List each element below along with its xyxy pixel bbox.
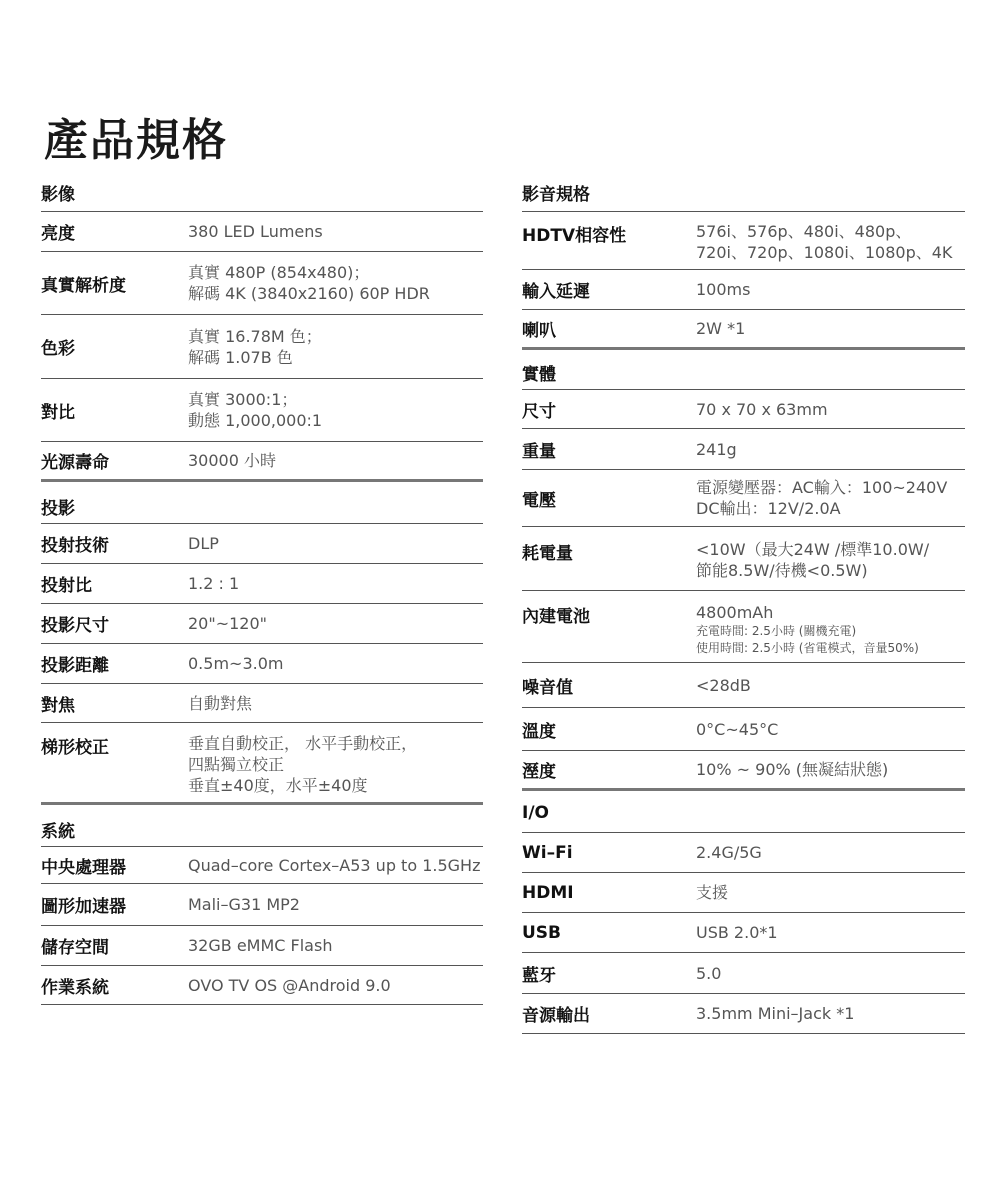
section-heading-physical: 實體: [522, 350, 965, 390]
spec-value: 70 x 70 x 63mm: [696, 399, 828, 419]
spec-row-keystone: [41, 723, 483, 805]
spec-value: Quad–core Cortex–A53 up to 1.5GHz: [188, 855, 481, 875]
page-title: 產品規格: [44, 115, 228, 166]
spec-label: USB: [522, 922, 562, 943]
spec-value: <28dB: [696, 675, 751, 695]
spec-label: 儲存空間: [41, 938, 109, 958]
spec-value: 真實 3000:1； 動態 1,000,000:1: [188, 390, 323, 430]
spec-label: 真實解析度: [41, 275, 126, 296]
spec-value: 0°C~45°C: [696, 719, 779, 739]
section-heading-projection: 投影: [41, 482, 483, 524]
spec-label: 色彩: [41, 339, 75, 359]
spec-value: 0.5m~3.0m: [188, 654, 284, 673]
spec-label: 音源輸出: [522, 1006, 590, 1026]
spec-label: 溫度: [522, 721, 556, 742]
spec-label: 投影距離: [41, 656, 109, 676]
spec-value: 2.4G/5G: [696, 843, 762, 862]
spec-value: 真實 480P (854x480)； 解碼 4K (3840x2160) 60P HDR: [188, 263, 430, 303]
spec-label: 對比: [41, 402, 75, 423]
spec-row-weight: [522, 429, 965, 470]
spec-label: 尺寸: [522, 401, 556, 422]
spec-row-os: [41, 966, 483, 1005]
spec-row-focus: [41, 684, 483, 723]
spec-row-speaker: [522, 310, 965, 350]
spec-value: 20"~120": [188, 614, 268, 633]
spec-row-dimension: [522, 390, 965, 429]
spec-value: 241g: [696, 439, 737, 459]
spec-value: 380 LED Lumens: [188, 222, 323, 241]
left-spec-column: [41, 172, 483, 1005]
spec-value: Mali–G31 MP2: [188, 895, 300, 914]
spec-label: 亮度: [41, 224, 75, 244]
spec-label: 電壓: [522, 490, 556, 511]
spec-value: 5.0: [696, 963, 722, 983]
spec-row-color: [41, 315, 483, 379]
spec-row-gpu: [41, 884, 483, 926]
spec-label: 圖形加速器: [41, 897, 126, 917]
spec-row-humidity: [522, 751, 965, 791]
spec-label: HDMI: [522, 882, 574, 903]
spec-label: 光源壽命: [41, 453, 109, 473]
right-spec-column: [522, 172, 965, 1034]
spec-value: <10W（最大24W /標準10.0W/ 節能8.5W/待機<0.5W): [696, 540, 930, 580]
spec-label: 噪音值: [522, 677, 573, 698]
spec-row-cpu: [41, 847, 483, 884]
spec-value: 4800mAh 充電時間: 2.5小時 (關機充電) 使用時間: 2.5小時 (省電模式，音量50%): [696, 603, 919, 655]
section-heading-system: 系統: [41, 805, 483, 847]
spec-row-wifi: [522, 833, 965, 873]
spec-row-battery: [522, 591, 965, 663]
spec-value: 真實 16.78M 色； 解碼 1.07B 色: [188, 326, 322, 367]
spec-label: 溼度: [522, 762, 556, 782]
spec-row-audio-out: [522, 994, 965, 1034]
spec-row-noise: [522, 663, 965, 708]
spec-value: 3.5mm Mini–Jack *1: [696, 1004, 855, 1023]
spec-value: 垂直自動校正， 水平手動校正， 四點獨立校正 垂直±40度，水平±40度: [188, 734, 418, 795]
spec-value: 100ms: [696, 280, 751, 299]
spec-row-projection-size: [41, 604, 483, 644]
spec-value: 支援: [696, 883, 729, 902]
spec-row-lamp-life: [41, 442, 483, 482]
spec-label: 內建電池: [522, 607, 590, 627]
spec-label: 重量: [522, 441, 556, 462]
spec-row-throw-ratio: [41, 564, 483, 604]
spec-label: 輸入延遲: [522, 282, 590, 302]
spec-row-voltage: [522, 470, 965, 527]
spec-value: DLP: [188, 534, 219, 553]
spec-label: 投射技術: [41, 536, 109, 556]
spec-value: 30000 小時: [188, 451, 276, 470]
spec-label: 耗電量: [522, 544, 573, 564]
spec-value: 自動對焦: [188, 693, 253, 713]
spec-row-contrast: [41, 379, 483, 442]
spec-row-hdtv: [522, 212, 965, 270]
spec-row-projection-distance: [41, 644, 483, 684]
spec-row-bluetooth: [522, 953, 965, 994]
spec-row-temperature: [522, 708, 965, 751]
spec-value: 2W *1: [696, 319, 746, 338]
spec-label: 投射比: [41, 576, 92, 596]
spec-row-storage: [41, 926, 483, 966]
spec-row-projection-tech: [41, 524, 483, 564]
spec-row-latency: [522, 270, 965, 310]
spec-value: OVO TV OS @Android 9.0: [188, 975, 391, 995]
section-heading-io: I/O: [522, 791, 965, 833]
spec-label: HDTV相容性: [522, 226, 627, 246]
spec-value: 10% ~ 90% (無凝結狀態): [696, 760, 889, 779]
spec-label: 中央處理器: [41, 857, 126, 878]
spec-value: 1.2 : 1: [188, 574, 240, 593]
spec-label: 喇叭: [522, 321, 556, 341]
spec-value: 電源變壓器：AC輸入：100~240V DC輸出：12V/2.0A: [696, 478, 948, 518]
spec-value: 576i、576p、480i、480p、 720i、720p、1080i、1080p、4K: [696, 222, 953, 262]
spec-row-usb: [522, 913, 965, 953]
spec-label: 藍牙: [522, 965, 556, 986]
spec-label: 作業系統: [41, 977, 109, 998]
section-heading-image: 影像: [41, 172, 483, 212]
spec-row-hdmi: [522, 873, 965, 913]
spec-row-resolution: [41, 252, 483, 315]
spec-label: 梯形校正: [41, 738, 109, 758]
spec-label: 投影尺寸: [41, 616, 109, 636]
section-heading-av: 影音規格: [522, 172, 965, 212]
spec-row-brightness: [41, 212, 483, 252]
spec-value: 32GB eMMC Flash: [188, 936, 333, 955]
spec-row-power: [522, 527, 965, 591]
spec-label: 對焦: [41, 695, 75, 716]
spec-label: Wi–Fi: [522, 842, 573, 863]
spec-value: USB 2.0*1: [696, 923, 778, 942]
